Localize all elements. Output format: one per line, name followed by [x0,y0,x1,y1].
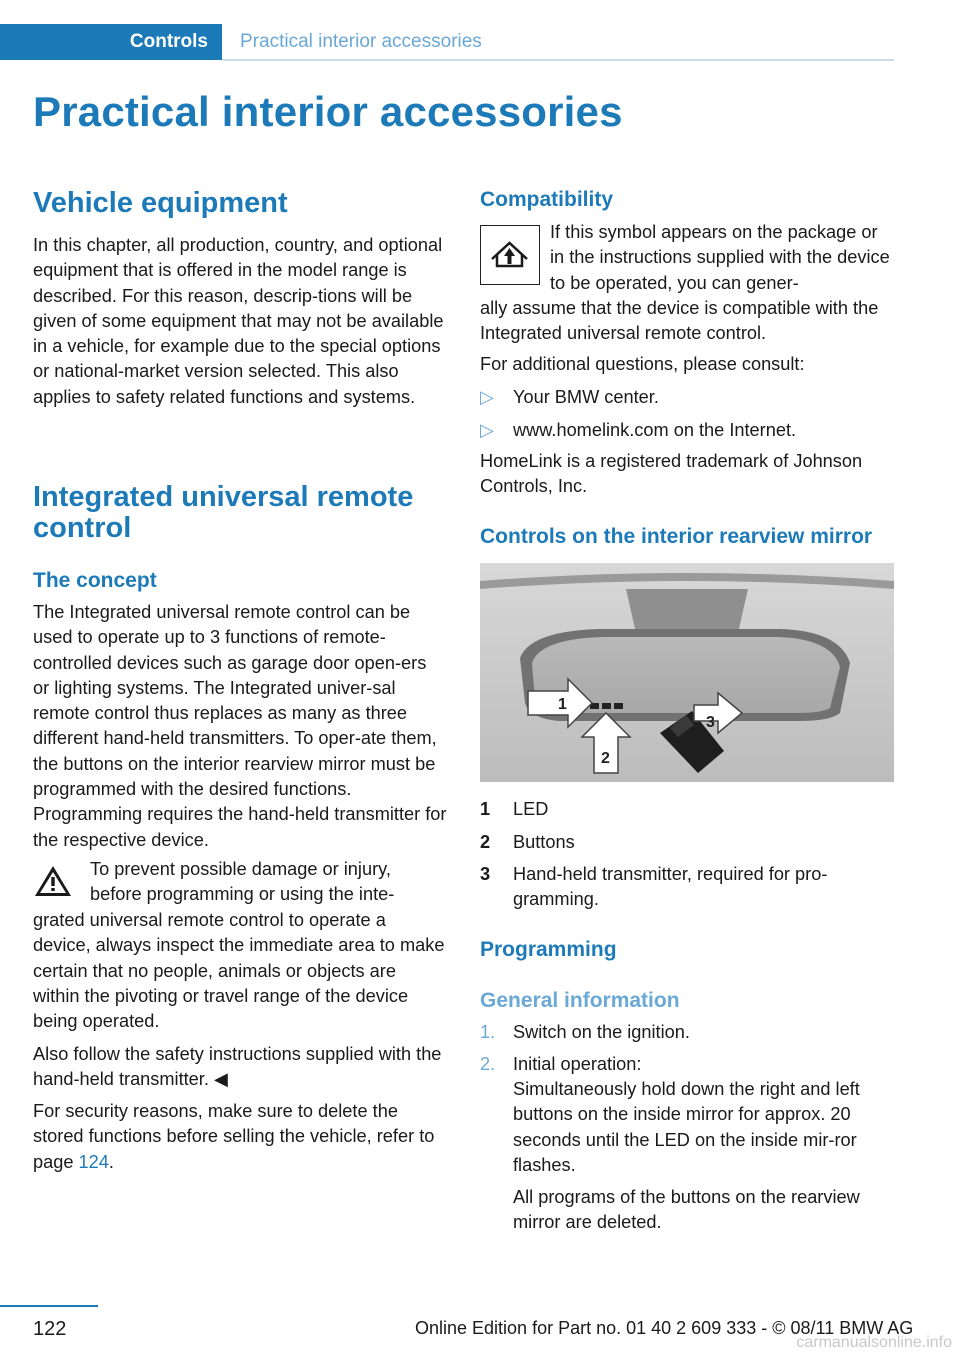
page-link-124[interactable]: 124 [78,1151,109,1172]
page-number: 122 [33,1318,67,1340]
footer-divider [0,1305,98,1307]
callout-1: 1 [558,696,567,713]
watermark: carmanualsonline.info [796,1334,952,1351]
mirror-controls-heading: Controls on the interior rearview mirror [480,525,873,548]
vehicle-equipment-text: In this chapter, all production, country, and optional equipment that is offered in the model range is described. For this reason, descrip-tions will be given of some equipment that may not be available in a vehicle, for example due to the special options or national-market version selected. This also applies to safety related functions and systems. [33,235,444,407]
security-note-text: For security reasons, make sure to delete the stored functions before selling the vehicle, refer to page [33,1101,435,1172]
compatibility-symbol [480,225,540,285]
security-note: For security reasons, make sure to delete the stored functions before selling the vehicle, refer to page 124. [33,1101,435,1172]
homelink-link[interactable]: www.homelink.com on the Internet. [513,420,797,440]
page-title: Practical interior accessories [33,88,623,135]
remote-control-heading: Integrated universal remote control [33,481,414,544]
vehicle-equipment-heading: Vehicle equipment [33,187,288,219]
trademark-text: HomeLink is a registered trademark of Johnson Controls, Inc. [480,451,863,497]
warning-text: grated universal remote control to operate a device, always inspect the immediate area to make certain that no people, animals or objects are within the pivoting or travel range of the device being operated. [33,910,445,1032]
safety-note-text: Also follow the safety instructions supplied with the hand-held transmitter. [33,1044,442,1090]
chapter-tab[interactable] [0,24,222,60]
callout-3: 3 [706,714,715,731]
warning-text-intro: To prevent possible damage or injury, before programming or using the inte- [90,859,395,905]
homelink-house-icon [481,226,538,283]
callout-2: 2 [601,750,610,767]
additional-questions: For additional questions, please consult: [480,354,805,374]
compatibility-heading: Compatibility [480,188,614,211]
concept-heading: The concept [33,569,157,592]
general-information-heading: General information [480,989,680,1012]
section-breadcrumb[interactable]: Practical interior accessories [240,31,482,52]
safety-note [33,1042,447,1093]
end-of-warning-marker: ◀ [213,1069,228,1090]
mirror-controls-photo [480,563,894,782]
bullet-arrow-icon: ▷ [480,387,494,407]
concept-text: The Integrated universal remote control can be used to operate up to 3 functions of remote-controlled devices such as garage door open-ers or lighting systems. The Integrated univer-sal remote control thus replaces as many as three different hand-held transmitters. To oper-ate them, the buttons on the interior rearview mirror must be programmed with the desired functions. Programming requires the hand-held transmitter for the respective device. [33,602,447,850]
chapter-tab-label: Controls [129,31,208,52]
compatibility-text: ally assume that the device is compatible with the Integrated universal remote control. [480,298,879,344]
warning-triangle-icon [33,864,73,898]
compatibility-intro: If this symbol appears on the package or in the instructions supplied with the device to be operated, you can gener- [550,222,890,293]
step-note: All programs of the buttons on the rearview mirror are deleted. [513,1187,860,1233]
bullet-arrow-icon: ▷ [480,420,494,440]
header-divider [222,59,894,61]
programming-heading: Programming [480,938,617,961]
edition-footer: Online Edition for Part no. 01 40 2 609 333 - © 08/11 BMW AG [415,1318,914,1338]
